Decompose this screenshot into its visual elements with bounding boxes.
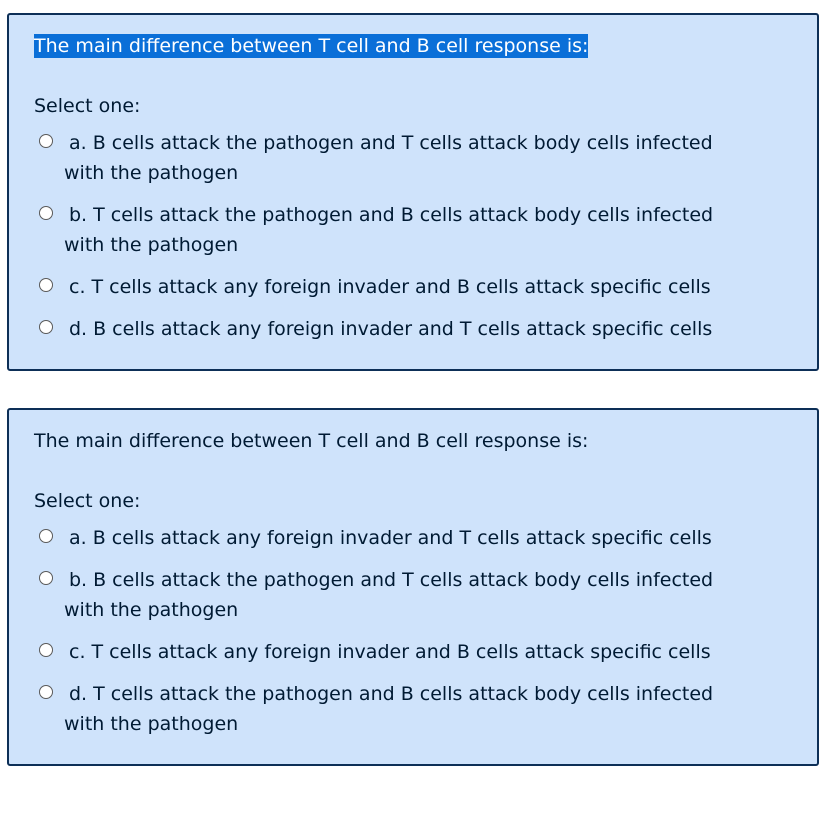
question-text: The main difference between T cell and B cell response is: [34,35,589,57]
answer-options [39,128,799,356]
answer-option-b[interactable] [39,565,799,625]
radio-button[interactable] [39,134,53,148]
radio-button[interactable] [39,643,53,657]
answer-label [69,637,759,667]
option-text: B cells attack any foreign invader and T cells attack specific cells [92,527,712,549]
answer-label [64,200,759,260]
radio-button[interactable] [39,529,53,543]
answer-option-c[interactable] [39,637,799,667]
option-letter: c. [69,276,86,298]
radio-button[interactable] [39,320,53,334]
answer-options [39,523,799,751]
option-letter: a. [69,132,87,154]
question-card-2 [7,408,819,766]
option-text: B cells attack the pathogen and T cells attack body cells infected [93,569,714,591]
radio-button[interactable] [39,206,53,220]
option-letter: b. [69,569,88,591]
option-letter: b. [69,204,88,226]
answer-label [69,272,759,302]
option-text-continued: with the pathogen [64,713,239,735]
radio-button[interactable] [39,685,53,699]
option-text: T cells attack the pathogen and B cells attack body cells infected [93,204,714,226]
option-text-continued: with the pathogen [64,599,239,621]
answer-label [64,679,759,739]
select-one-prompt: Select one: [34,95,141,117]
option-letter: c. [69,641,86,663]
answer-label [69,314,759,344]
option-text: T cells attack any foreign invader and B cells attack specific cells [91,276,711,298]
select-one-prompt: Select one: [34,490,141,512]
answer-option-d[interactable] [39,314,799,344]
answer-option-b[interactable] [39,200,799,260]
option-letter: d. [69,683,88,705]
option-text: T cells attack the pathogen and B cells attack body cells infected [93,683,714,705]
answer-option-a[interactable] [39,523,799,553]
question-text: The main difference between T cell and B cell response is: [34,430,589,452]
answer-label [64,128,759,188]
option-letter: a. [69,527,87,549]
option-letter: d. [69,318,88,340]
answer-option-d[interactable] [39,679,799,739]
option-text-continued: with the pathogen [64,162,239,184]
question-card-1 [7,13,819,371]
option-text: B cells attack any foreign invader and T cells attack specific cells [93,318,713,340]
option-text: T cells attack any foreign invader and B cells attack specific cells [91,641,711,663]
option-text: B cells attack the pathogen and T cells attack body cells infected [92,132,713,154]
radio-button[interactable] [39,571,53,585]
answer-option-c[interactable] [39,272,799,302]
answer-label [69,523,759,553]
answer-label [64,565,759,625]
radio-button[interactable] [39,278,53,292]
option-text-continued: with the pathogen [64,234,239,256]
answer-option-a[interactable] [39,128,799,188]
